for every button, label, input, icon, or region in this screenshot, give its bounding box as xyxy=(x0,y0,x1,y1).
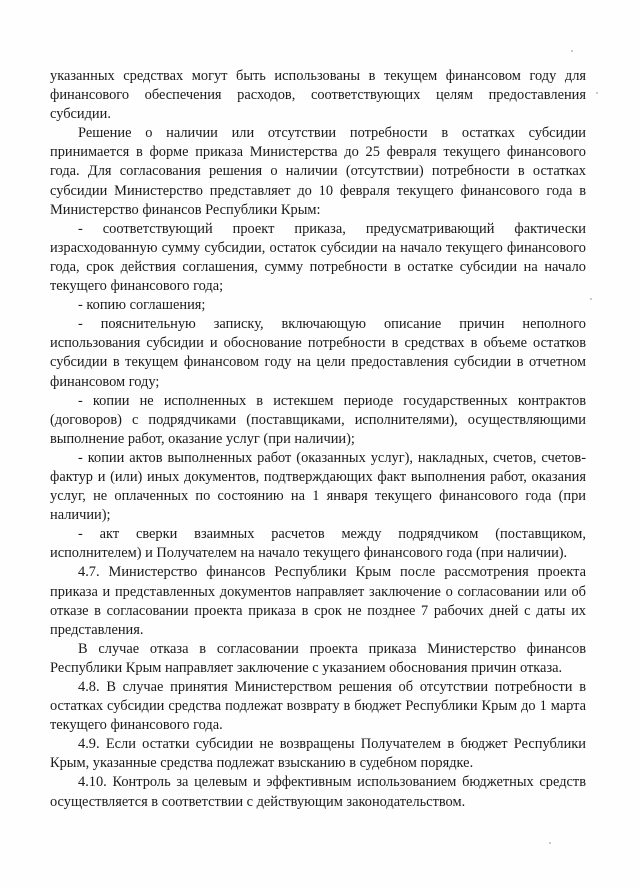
list-item-acts-copies: - копии актов выполненных работ (оказанных услуг), накладных, счетов, счетов-фактур и (или) иных документов, подтверждающих факт выполнения работ, оказания услуг, не оплаченных по состоянию на 1 января текущего финансового года (при наличии); xyxy=(50,449,586,524)
paragraph-4-7: 4.7. Министерство финансов Республики Крым после рассмотрения проекта приказа и представленных документов направляет заключение о согласовании или об отказе в согласовании проекта приказа в срок не позднее 7 рабочих дней с даты их представления. xyxy=(50,564,586,638)
paragraph-4-10: 4.10. Контроль за целевым и эффективным использованием бюджетных средств осуществляется в соответствии с действующим законодательством. xyxy=(50,774,586,810)
paragraph-continuation: указанных средствах могут быть использованы в текущем финансовом году для финансового обеспечения расходов, соответствующих целям предоставления субсидии. xyxy=(50,68,586,123)
list-item-explanatory-note: - пояснительную записку, включающую описание причин неполного использования субсидии и обоснование потребности в средствах в объеме остатков субсидии в текущем финансовом году на цели предоставления субсидии в отчетном финансовом году; xyxy=(50,316,586,390)
paragraph-refusal: В случае отказа в согласовании проекта приказа Министерство финансов Республики Крым направляет заключение с указанием обоснования причин отказа. xyxy=(50,640,586,676)
list-item-contract-copies: - копии не исполненных в истекшем периоде государственных контрактов (договоров) с подрядчиками (поставщиками, исполнителями), осуществляющими выполнение работ, оказание услуг (при наличии); xyxy=(50,392,586,447)
paragraph-4-9: 4.9. Если остатки субсидии не возвращены Получателем в бюджет Республики Крым, указанные средства подлежат взысканию в судебном порядке. xyxy=(50,736,586,772)
paragraph-decision: Решение о наличии или отсутствии потребности в остатках субсидии принимается в форме приказа Министерства до 25 февраля текущего финансового года. Для согласования решения о наличии (отсутствии) потребности в остатках субсидии Министерство представляет до 10 февраля текущего финансового года в Министерство финансов Республики Крым: xyxy=(50,125,586,218)
scan-speck xyxy=(590,298,592,300)
list-item-reconciliation-act: - акт сверки взаимных расчетов между подрядчиком (поставщиком, исполнителем) и Получателем на начало текущего финансового года (при наличии). xyxy=(50,526,586,562)
paragraph-4-8: 4.8. В случае принятия Министерством решения об отсутствии потребности в остатках субсидии средства подлежат возврату в бюджет Республики Крым до 1 марта текущего финансового года. xyxy=(50,679,586,734)
scan-speck xyxy=(571,50,573,52)
list-item-draft-order: - соответствующий проект приказа, предусматривающий фактически израсходованную сумму субсидии, остаток субсидии на начало текущего финансового года, срок действия соглашения, сумму потребности в остатке субсидии на начало текущего финансового года; xyxy=(50,220,586,295)
scan-speck xyxy=(549,842,551,844)
scan-speck xyxy=(596,92,598,94)
document-body xyxy=(50,67,586,812)
list-item-agreement-copy: - копию соглашения; xyxy=(78,297,206,314)
